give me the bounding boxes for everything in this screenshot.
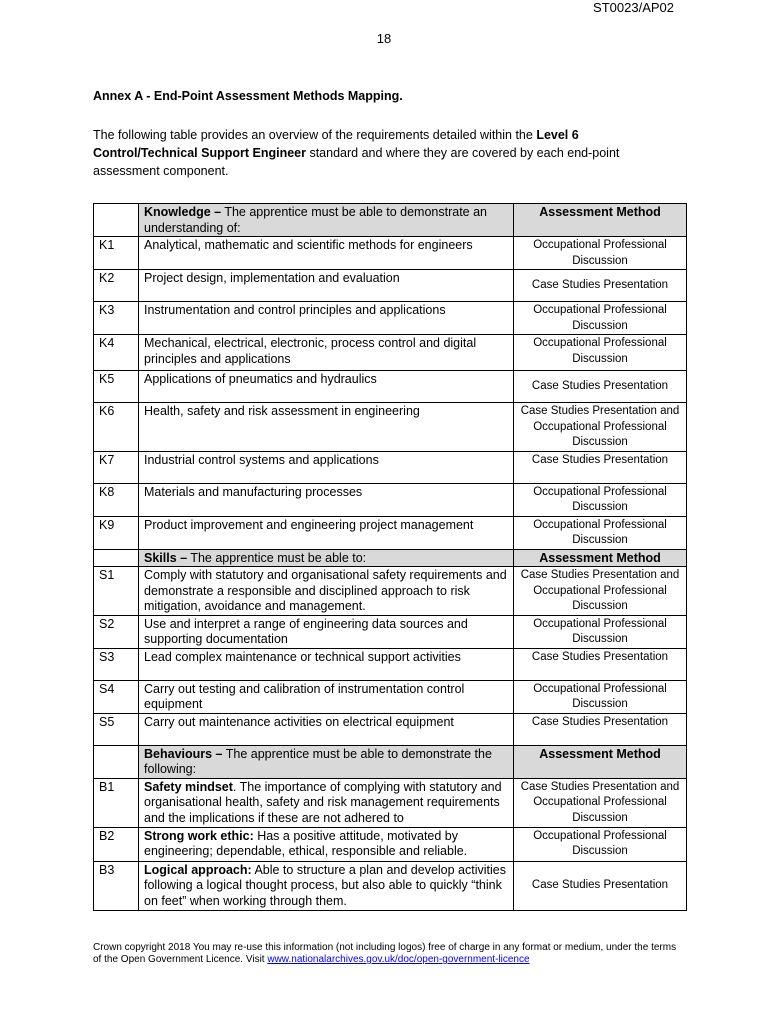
behaviour-name: Logical approach: (144, 862, 252, 877)
intro-text-end: standard and where they are covered by each end-point assessment component. (93, 146, 620, 178)
row-description: Carry out testing and calibration of instrumentation control equipment (139, 680, 514, 713)
row-code: S3 (94, 648, 139, 680)
row-description: Mechanical, electrical, electronic, process control and digital principles and applications (139, 335, 514, 371)
behaviour-name: Safety mindset (144, 779, 233, 794)
row-method: Case Studies Presentation and Occupational Professional Discussion (514, 403, 687, 452)
table-row (94, 648, 687, 680)
behaviours-intro: The apprentice must be able to demonstrate the following: (144, 746, 492, 776)
row-code: K2 (94, 270, 139, 302)
table-row (94, 827, 687, 861)
row-description: Instrumentation and control principles and applications (139, 302, 514, 335)
document-id: ST0023/AP02 (593, 0, 674, 15)
row-method: Occupational Professional Discussion (514, 335, 687, 371)
row-description: Comply with statutory and organisational safety requirements and demonstrate a responsible and disciplined approach to risk mitigation, avoidance and management. (139, 567, 514, 616)
table-row (94, 237, 687, 270)
behaviour-text: . The importance of complying with statutory and organisational health, safety and risk management requirements and the implications if these are not adhered to (144, 779, 502, 825)
row-description: Carry out maintenance activities on electrical equipment (139, 713, 514, 745)
behaviour-text: Able to structure a plan and develop activities following a logical thought process, but also able to quickly “think on feet” when working through them. (144, 862, 506, 908)
table-row (94, 778, 687, 827)
copyright-footer (93, 942, 683, 966)
row-description: Health, safety and risk assessment in engineering (139, 403, 514, 452)
row-code: B3 (94, 861, 139, 910)
table-row (94, 403, 687, 452)
row-method: Occupational Professional Discussion (514, 827, 687, 861)
row-description: Product improvement and engineering project management (139, 516, 514, 549)
row-description: Materials and manufacturing processes (139, 483, 514, 516)
row-code: K4 (94, 335, 139, 371)
row-code: S5 (94, 713, 139, 745)
knowledge-intro: The apprentice must be able to demonstrate an understanding of: (144, 205, 487, 235)
knowledge-title: Knowledge – (144, 205, 222, 219)
row-method: Case Studies Presentation (514, 861, 687, 910)
row-description: Industrial control systems and applications (139, 451, 514, 483)
table-row (94, 713, 687, 745)
table-row (94, 335, 687, 371)
header-code-cell (94, 549, 139, 567)
row-method: Case Studies Presentation (514, 648, 687, 680)
row-code: K5 (94, 371, 139, 403)
licence-link[interactable]: www.nationalarchives.gov.uk/doc/open-government-licence (267, 954, 530, 965)
row-method: Case Studies Presentation (514, 451, 687, 483)
table-row (94, 371, 687, 403)
knowledge-header-row (94, 204, 687, 237)
row-method: Occupational Professional Discussion (514, 302, 687, 335)
skills-intro: The apprentice must be able to: (187, 550, 367, 565)
method-header-cell: Assessment Method (514, 745, 687, 778)
knowledge-header-cell (139, 204, 514, 237)
row-code: S2 (94, 615, 139, 648)
row-description (139, 827, 514, 861)
skills-header-cell (139, 549, 514, 567)
behaviours-header-cell (139, 745, 514, 778)
row-code: S1 (94, 567, 139, 616)
intro-paragraph (93, 126, 683, 180)
row-code: K7 (94, 451, 139, 483)
table-row (94, 451, 687, 483)
row-method: Occupational Professional Discussion (514, 680, 687, 713)
behaviours-header-row (94, 745, 687, 778)
table-row (94, 483, 687, 516)
table-row (94, 567, 687, 616)
skills-header-row (94, 549, 687, 567)
row-description (139, 861, 514, 910)
method-header-cell: Assessment Method (514, 549, 687, 567)
method-header-cell: Assessment Method (514, 204, 687, 237)
row-method: Case Studies Presentation and Occupational Professional Discussion (514, 778, 687, 827)
row-method: Occupational Professional Discussion (514, 516, 687, 549)
footer-text: Crown copyright 2018 You may re-use this information (not including logos) free of charge in any format or medium, under the terms of the Open Government Licence. Visit (93, 942, 677, 965)
row-description (139, 778, 514, 827)
row-code: B1 (94, 778, 139, 827)
row-description: Applications of pneumatics and hydraulics (139, 371, 514, 403)
table-row (94, 516, 687, 549)
row-code: K8 (94, 483, 139, 516)
page-number: 18 (376, 31, 392, 46)
header-code-cell (94, 745, 139, 778)
intro-standard-name: Level 6 Control/Technical Support Engineer (93, 128, 579, 160)
row-method: Occupational Professional Discussion (514, 483, 687, 516)
row-description: Analytical, mathematic and scientific methods for engineers (139, 237, 514, 270)
behaviour-name: Strong work ethic: (144, 828, 254, 843)
row-method: Occupational Professional Discussion (514, 237, 687, 270)
row-method: Case Studies Presentation and Occupational Professional Discussion (514, 567, 687, 616)
skills-title: Skills – (144, 550, 188, 565)
behaviour-text: Has a positive attitude, motivated by engineering; dependable, ethical, responsible and reliable. (144, 828, 468, 858)
table-row (94, 302, 687, 335)
row-description: Use and interpret a range of engineering data sources and supporting documentation (139, 615, 514, 648)
row-code: K3 (94, 302, 139, 335)
row-method: Case Studies Presentation (514, 270, 687, 302)
table-row (94, 270, 687, 302)
row-code: K9 (94, 516, 139, 549)
header-code-cell (94, 204, 139, 237)
row-code: B2 (94, 827, 139, 861)
row-method: Occupational Professional Discussion (514, 615, 687, 648)
assessment-mapping-table (93, 203, 687, 911)
row-description: Project design, implementation and evaluation (139, 270, 514, 302)
table-row (94, 861, 687, 910)
table-row (94, 615, 687, 648)
annex-heading: Annex A - End-Point Assessment Methods Mapping. (93, 89, 403, 103)
row-description: Lead complex maintenance or technical support activities (139, 648, 514, 680)
row-code: S4 (94, 680, 139, 713)
row-code: K6 (94, 403, 139, 452)
row-method: Case Studies Presentation (514, 713, 687, 745)
row-method: Case Studies Presentation (514, 371, 687, 403)
intro-text-start: The following table provides an overview of the requirements detailed within the (93, 128, 537, 142)
row-code: K1 (94, 237, 139, 270)
behaviours-title: Behaviours – (144, 746, 223, 761)
table-row (94, 680, 687, 713)
